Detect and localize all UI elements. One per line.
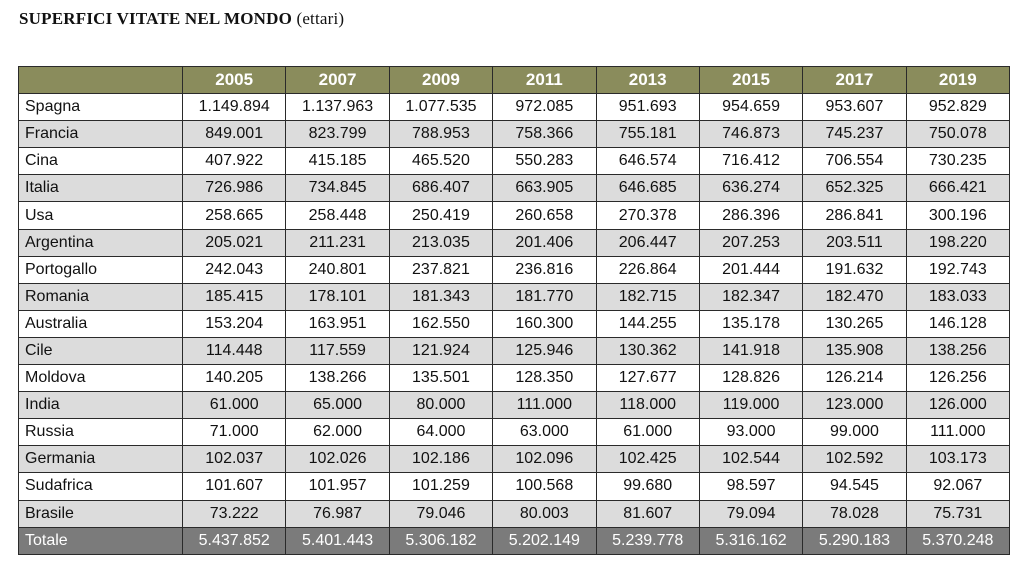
cell-value: 726.986 xyxy=(183,175,286,202)
cell-value: 250.419 xyxy=(389,202,492,229)
cell-value: 78.028 xyxy=(803,500,906,527)
cell-value: 135.908 xyxy=(803,337,906,364)
cell-value: 128.350 xyxy=(493,365,596,392)
header-row xyxy=(19,67,1010,94)
table-row xyxy=(19,337,1010,364)
cell-value: 206.447 xyxy=(596,229,699,256)
cell-value: 652.325 xyxy=(803,175,906,202)
cell-value: 242.043 xyxy=(183,256,286,283)
cell-value: 98.597 xyxy=(699,473,802,500)
cell-value: 201.406 xyxy=(493,229,596,256)
row-label: Cile xyxy=(19,337,183,364)
cell-value: 734.845 xyxy=(286,175,389,202)
cell-value: 286.396 xyxy=(699,202,802,229)
table-row xyxy=(19,446,1010,473)
row-label: Italia xyxy=(19,175,183,202)
cell-value: 117.559 xyxy=(286,337,389,364)
cell-value: 135.178 xyxy=(699,310,802,337)
cell-value: 5.239.778 xyxy=(596,527,699,554)
cell-value: 750.078 xyxy=(906,121,1009,148)
cell-value: 5.306.182 xyxy=(389,527,492,554)
table-row xyxy=(19,392,1010,419)
column-header-2005: 2005 xyxy=(183,67,286,94)
cell-value: 258.448 xyxy=(286,202,389,229)
total-row xyxy=(19,527,1010,554)
cell-value: 213.035 xyxy=(389,229,492,256)
cell-value: 953.607 xyxy=(803,94,906,121)
cell-value: 5.437.852 xyxy=(183,527,286,554)
cell-value: 5.401.443 xyxy=(286,527,389,554)
title-unit: (ettari) xyxy=(296,9,345,28)
cell-value: 160.300 xyxy=(493,310,596,337)
row-label: Moldova xyxy=(19,365,183,392)
table-row xyxy=(19,473,1010,500)
cell-value: 240.801 xyxy=(286,256,389,283)
cell-value: 237.821 xyxy=(389,256,492,283)
cell-value: 130.362 xyxy=(596,337,699,364)
table-row xyxy=(19,283,1010,310)
cell-value: 1.077.535 xyxy=(389,94,492,121)
cell-value: 258.665 xyxy=(183,202,286,229)
cell-value: 182.347 xyxy=(699,283,802,310)
cell-value: 260.658 xyxy=(493,202,596,229)
header-corner xyxy=(19,67,183,94)
cell-value: 951.693 xyxy=(596,94,699,121)
cell-value: 185.415 xyxy=(183,283,286,310)
cell-value: 415.185 xyxy=(286,148,389,175)
cell-value: 5.202.149 xyxy=(493,527,596,554)
row-label: Spagna xyxy=(19,94,183,121)
cell-value: 755.181 xyxy=(596,121,699,148)
cell-value: 138.266 xyxy=(286,365,389,392)
cell-value: 972.085 xyxy=(493,94,596,121)
cell-value: 79.046 xyxy=(389,500,492,527)
cell-value: 1.149.894 xyxy=(183,94,286,121)
cell-value: 1.137.963 xyxy=(286,94,389,121)
cell-value: 99.680 xyxy=(596,473,699,500)
cell-value: 666.421 xyxy=(906,175,1009,202)
cell-value: 102.186 xyxy=(389,446,492,473)
cell-value: 286.841 xyxy=(803,202,906,229)
table-body xyxy=(19,94,1010,555)
column-header-2007: 2007 xyxy=(286,67,389,94)
cell-value: 183.033 xyxy=(906,283,1009,310)
table-row xyxy=(19,121,1010,148)
cell-value: 636.274 xyxy=(699,175,802,202)
table-row xyxy=(19,500,1010,527)
row-label: Russia xyxy=(19,419,183,446)
cell-value: 746.873 xyxy=(699,121,802,148)
cell-value: 182.715 xyxy=(596,283,699,310)
cell-value: 61.000 xyxy=(183,392,286,419)
cell-value: 63.000 xyxy=(493,419,596,446)
cell-value: 101.259 xyxy=(389,473,492,500)
cell-value: 146.128 xyxy=(906,310,1009,337)
cell-value: 203.511 xyxy=(803,229,906,256)
cell-value: 141.918 xyxy=(699,337,802,364)
cell-value: 126.256 xyxy=(906,365,1009,392)
cell-value: 5.290.183 xyxy=(803,527,906,554)
cell-value: 127.677 xyxy=(596,365,699,392)
cell-value: 102.037 xyxy=(183,446,286,473)
cell-value: 181.770 xyxy=(493,283,596,310)
cell-value: 716.412 xyxy=(699,148,802,175)
cell-value: 663.905 xyxy=(493,175,596,202)
cell-value: 73.222 xyxy=(183,500,286,527)
cell-value: 138.256 xyxy=(906,337,1009,364)
cell-value: 94.545 xyxy=(803,473,906,500)
cell-value: 99.000 xyxy=(803,419,906,446)
cell-value: 102.425 xyxy=(596,446,699,473)
cell-value: 111.000 xyxy=(906,419,1009,446)
cell-value: 201.444 xyxy=(699,256,802,283)
cell-value: 144.255 xyxy=(596,310,699,337)
row-label: Portogallo xyxy=(19,256,183,283)
cell-value: 128.826 xyxy=(699,365,802,392)
row-label: India xyxy=(19,392,183,419)
cell-value: 236.816 xyxy=(493,256,596,283)
cell-value: 118.000 xyxy=(596,392,699,419)
column-header-2013: 2013 xyxy=(596,67,699,94)
cell-value: 730.235 xyxy=(906,148,1009,175)
cell-value: 226.864 xyxy=(596,256,699,283)
cell-value: 76.987 xyxy=(286,500,389,527)
cell-value: 686.407 xyxy=(389,175,492,202)
cell-value: 300.196 xyxy=(906,202,1009,229)
row-label: Usa xyxy=(19,202,183,229)
row-label: Sudafrica xyxy=(19,473,183,500)
cell-value: 550.283 xyxy=(493,148,596,175)
cell-value: 121.924 xyxy=(389,337,492,364)
cell-value: 646.574 xyxy=(596,148,699,175)
cell-value: 646.685 xyxy=(596,175,699,202)
cell-value: 102.592 xyxy=(803,446,906,473)
cell-value: 62.000 xyxy=(286,419,389,446)
cell-value: 123.000 xyxy=(803,392,906,419)
cell-value: 192.743 xyxy=(906,256,1009,283)
cell-value: 758.366 xyxy=(493,121,596,148)
row-label: Brasile xyxy=(19,500,183,527)
cell-value: 119.000 xyxy=(699,392,802,419)
cell-value: 181.343 xyxy=(389,283,492,310)
cell-value: 706.554 xyxy=(803,148,906,175)
cell-value: 126.000 xyxy=(906,392,1009,419)
cell-value: 191.632 xyxy=(803,256,906,283)
cell-value: 102.096 xyxy=(493,446,596,473)
cell-value: 65.000 xyxy=(286,392,389,419)
table-row xyxy=(19,175,1010,202)
cell-value: 162.550 xyxy=(389,310,492,337)
row-label: Cina xyxy=(19,148,183,175)
cell-value: 102.026 xyxy=(286,446,389,473)
cell-value: 407.922 xyxy=(183,148,286,175)
row-label: Germania xyxy=(19,446,183,473)
cell-value: 5.370.248 xyxy=(906,527,1009,554)
cell-value: 178.101 xyxy=(286,283,389,310)
row-label: Francia xyxy=(19,121,183,148)
table-row xyxy=(19,94,1010,121)
column-header-2017: 2017 xyxy=(803,67,906,94)
row-label: Australia xyxy=(19,310,183,337)
cell-value: 207.253 xyxy=(699,229,802,256)
cell-value: 465.520 xyxy=(389,148,492,175)
row-label: Romania xyxy=(19,283,183,310)
table-row xyxy=(19,419,1010,446)
column-header-2019: 2019 xyxy=(906,67,1009,94)
cell-value: 80.003 xyxy=(493,500,596,527)
cell-value: 111.000 xyxy=(493,392,596,419)
row-label: Argentina xyxy=(19,229,183,256)
title-text: SUPERFICI VITATE NEL MONDO xyxy=(19,9,292,28)
table-row xyxy=(19,310,1010,337)
cell-value: 93.000 xyxy=(699,419,802,446)
table-row xyxy=(19,229,1010,256)
column-header-2015: 2015 xyxy=(699,67,802,94)
cell-value: 163.951 xyxy=(286,310,389,337)
cell-value: 823.799 xyxy=(286,121,389,148)
table-row xyxy=(19,202,1010,229)
cell-value: 64.000 xyxy=(389,419,492,446)
cell-value: 125.946 xyxy=(493,337,596,364)
cell-value: 849.001 xyxy=(183,121,286,148)
table-row xyxy=(19,148,1010,175)
table-row xyxy=(19,256,1010,283)
column-header-2011: 2011 xyxy=(493,67,596,94)
table-title xyxy=(19,9,344,33)
cell-value: 80.000 xyxy=(389,392,492,419)
cell-value: 135.501 xyxy=(389,365,492,392)
cell-value: 954.659 xyxy=(699,94,802,121)
cell-value: 75.731 xyxy=(906,500,1009,527)
cell-value: 79.094 xyxy=(699,500,802,527)
cell-value: 211.231 xyxy=(286,229,389,256)
cell-value: 205.021 xyxy=(183,229,286,256)
cell-value: 100.568 xyxy=(493,473,596,500)
row-label: Totale xyxy=(19,527,183,554)
column-header-2009: 2009 xyxy=(389,67,492,94)
cell-value: 102.544 xyxy=(699,446,802,473)
data-table xyxy=(18,66,1010,555)
cell-value: 101.607 xyxy=(183,473,286,500)
cell-value: 270.378 xyxy=(596,202,699,229)
cell-value: 745.237 xyxy=(803,121,906,148)
cell-value: 114.448 xyxy=(183,337,286,364)
cell-value: 788.953 xyxy=(389,121,492,148)
cell-value: 198.220 xyxy=(906,229,1009,256)
cell-value: 952.829 xyxy=(906,94,1009,121)
cell-value: 103.173 xyxy=(906,446,1009,473)
cell-value: 140.205 xyxy=(183,365,286,392)
cell-value: 130.265 xyxy=(803,310,906,337)
cell-value: 81.607 xyxy=(596,500,699,527)
cell-value: 182.470 xyxy=(803,283,906,310)
cell-value: 61.000 xyxy=(596,419,699,446)
cell-value: 71.000 xyxy=(183,419,286,446)
cell-value: 92.067 xyxy=(906,473,1009,500)
cell-value: 153.204 xyxy=(183,310,286,337)
cell-value: 126.214 xyxy=(803,365,906,392)
table-row xyxy=(19,365,1010,392)
cell-value: 5.316.162 xyxy=(699,527,802,554)
cell-value: 101.957 xyxy=(286,473,389,500)
